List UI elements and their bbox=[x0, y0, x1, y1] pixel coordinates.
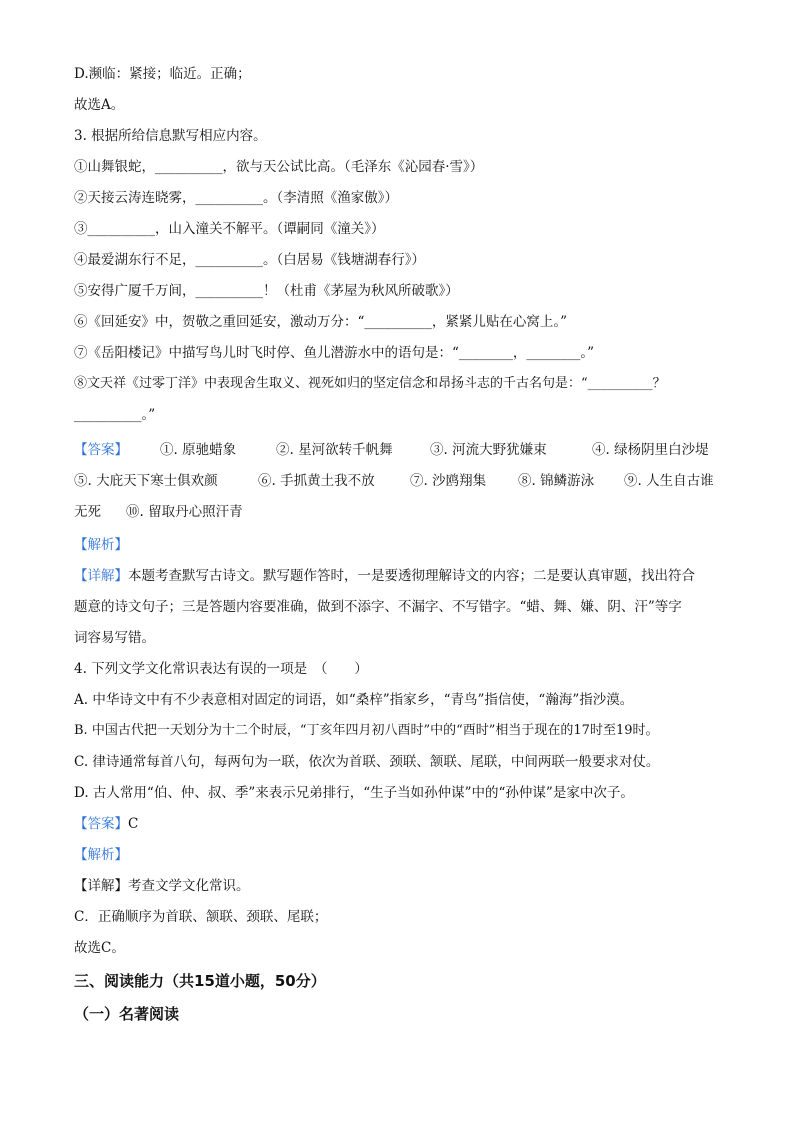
answer-item: ③. 河流大野犹嫌束 bbox=[430, 442, 547, 458]
detail-text: 本题考查默写古诗文。默写题作答时，一是要透彻理解诗文的内容；二是要认真审题，找出符合 bbox=[128, 568, 695, 584]
q3-item-4: ④最爱湖东行不足，__________。（白居易《钱塘湖春行》） bbox=[74, 252, 425, 268]
section-subtitle: （一）名著阅读 bbox=[74, 1005, 180, 1023]
q4-conclusion: 故选C。 bbox=[74, 940, 125, 956]
q3-item-8-cont: __________。” bbox=[74, 407, 156, 423]
answer-item: ⑦. 沙鸥翔集 bbox=[410, 473, 487, 489]
q3-stem: 3. 根据所给信息默写相应内容。 bbox=[74, 128, 267, 144]
answer-item: 无死 bbox=[74, 504, 101, 520]
q3-item-6: ⑥《回延安》中，贺敬之重回延安，激动万分：“__________，紧紧儿贴在心窝上。” bbox=[74, 314, 568, 330]
section-title: 三、阅读能力（共15道小题，50分） bbox=[74, 972, 326, 990]
q3-item-8: ⑧文天祥《过零丁洋》中表现舍生取义、视死如归的坚定信念和昂扬斗志的千古名句是：“__________？ bbox=[74, 376, 666, 391]
q4-stem: 4. 下列文学文化常识表达有误的一项是 （ ） bbox=[74, 661, 368, 677]
answer-item: ④. 绿杨阴里白沙堤 bbox=[592, 442, 709, 458]
q3-item-1: ①山舞银蛇，__________，欲与天公试比高。（毛泽东《沁园春·雪》） bbox=[74, 159, 484, 175]
answer-item: ⑧. 锦鳞游泳 bbox=[518, 473, 595, 489]
q4-option-a: A. 中华诗文中有不少表意相对固定的词语，如“桑梓”指家乡，“青鸟”指信使，“瀚海”指沙漠。 bbox=[74, 692, 634, 708]
answer-item: ①. 原驰蜡象 bbox=[160, 442, 237, 458]
q3-detail-line-2: 题意的诗文句子；三是答题内容要准确，做到不添字、不漏字、不写错字。“蜡、舞、嫌、阴、汗”等字 bbox=[74, 599, 682, 615]
line-option-d: D.濒临：紧接；临近。正确； bbox=[74, 66, 251, 82]
q4-option-c: C. 律诗通常每首八句，每两句为一联，依次为首联、颈联、颔联、尾联，中间两联一般要求对仗。 bbox=[74, 754, 660, 770]
q3-item-2: ②天接云涛连晓雾，__________。（李清照《渔家傲》） bbox=[74, 190, 398, 206]
q3-item-7: ⑦《岳阳楼记》中描写鸟儿时飞时停、鱼儿潜游水中的语句是：“________，________。” bbox=[74, 345, 595, 361]
q3-answer-tag: 【答案】 bbox=[74, 442, 128, 458]
answer-item: ⑨. 人生自古谁 bbox=[624, 473, 714, 489]
q4-detail bbox=[74, 877, 250, 895]
q3-detail-line-3: 词容易写错。 bbox=[74, 630, 155, 646]
q4-option-d: D. 古人常用“伯、仲、叔、季”来表示兄弟排行，“生子当如孙仲谋”中的“孙仲谋”是家中次子。 bbox=[74, 785, 634, 801]
q4-answer bbox=[74, 815, 138, 833]
detail-text: 考查文学文化常识。 bbox=[128, 878, 250, 894]
detail-tag: 【详解】 bbox=[74, 878, 128, 894]
answer-item: ⑥. 手抓黄土我不放 bbox=[258, 473, 375, 489]
detail-tag: 【详解】 bbox=[74, 568, 128, 584]
q4-detail-2: C．正确顺序为首联、颔联、颈联、尾联； bbox=[74, 909, 328, 925]
q3-item-5: ⑤安得广厦千万间，__________！（杜甫《茅屋为秋风所破歌》） bbox=[74, 283, 459, 299]
q3-detail-line-1 bbox=[74, 567, 695, 585]
answer-value: C bbox=[128, 816, 139, 832]
answer-item: ⑩. 留取丹心照汗青 bbox=[126, 504, 243, 520]
answer-item: ⑤. 大庇天下寒士俱欢颜 bbox=[74, 473, 218, 489]
answer-tag: 【答案】 bbox=[74, 816, 128, 832]
q3-analysis-tag: 【解析】 bbox=[74, 537, 128, 553]
q4-option-b: B. 中国古代把一天划分为十二个时辰，“丁亥年四月初八酉时”中的“酉时”相当于现在的17时至19时。 bbox=[74, 723, 659, 738]
answer-item: ②. 星河欲转千帆舞 bbox=[276, 442, 393, 458]
line-choose-a: 故选A。 bbox=[74, 97, 125, 113]
q3-item-3: ③__________，山入潼关不解平。（谭嗣同《潼关》） bbox=[74, 221, 385, 237]
q4-analysis-tag: 【解析】 bbox=[74, 847, 128, 863]
